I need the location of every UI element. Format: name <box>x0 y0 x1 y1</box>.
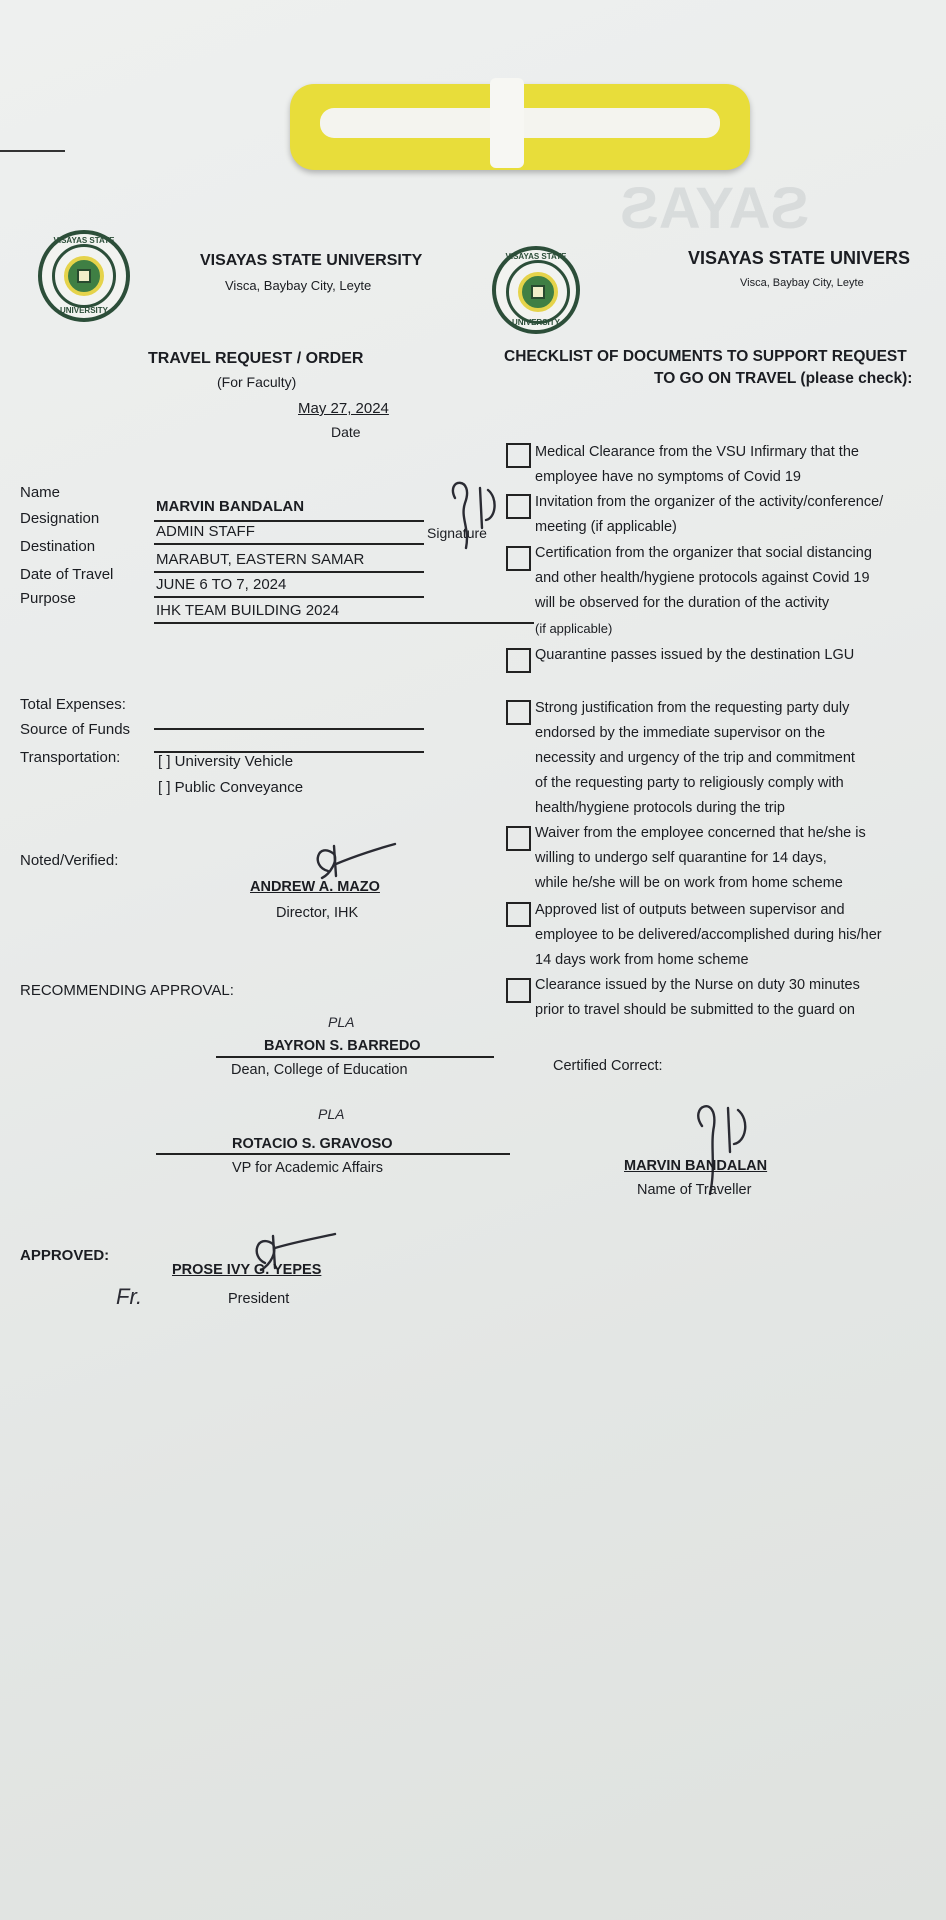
transport-university-vehicle[interactable]: [ ] University Vehicle <box>158 753 294 770</box>
checkbox-certification[interactable] <box>506 546 531 571</box>
date-of-travel-label: Date of Travel <box>20 566 114 583</box>
approved-label: APPROVED: <box>20 1247 110 1264</box>
checklist-line: Certification from the organizer that social distancing <box>535 545 872 561</box>
checkbox-quarantine-passes[interactable] <box>506 648 531 673</box>
designation-underline <box>154 543 424 545</box>
director-name: ANDREW A. MAZO <box>250 879 380 895</box>
vp-title: VP for Academic Affairs <box>232 1160 383 1176</box>
checklist-line: Invitation from the organizer of the activity/conference/ <box>535 494 884 510</box>
checklist-line: Strong justification from the requesting party duly <box>535 700 850 716</box>
recommending-approval-label: RECOMMENDING APPROVAL: <box>20 982 234 999</box>
name-value: MARVIN BANDALAN <box>156 498 305 515</box>
traveler-certified-signature <box>684 1086 754 1196</box>
dean-name: BAYRON S. BARREDO <box>264 1038 421 1054</box>
seal-top-text: VISAYAS STATE <box>505 252 567 261</box>
checklist-line: prior to travel should be submitted to the guard on <box>535 1002 855 1018</box>
bleed-through-text: SAYAS <box>620 176 810 241</box>
traveler-name: MARVIN BANDALAN <box>624 1158 768 1174</box>
purpose-label: Purpose <box>20 590 76 607</box>
transport-public-conveyance[interactable]: [ ] Public Conveyance <box>158 779 304 796</box>
checklist-line: (if applicable) <box>535 621 613 636</box>
name-label: Name <box>20 484 61 501</box>
source-of-funds-label: Source of Funds <box>20 721 131 738</box>
checklist-title-line-1: CHECKLIST OF DOCUMENTS TO SUPPORT REQUEST <box>504 348 907 365</box>
certified-correct-label: Certified Correct: <box>553 1058 663 1074</box>
checklist-line: health/hygiene protocols during the trip <box>535 800 785 816</box>
checklist-line: employee have no symptoms of Covid 19 <box>535 469 801 485</box>
transportation-label: Transportation: <box>20 749 121 766</box>
checklist-line: and other health/hygiene protocols against Covid 19 <box>535 570 870 586</box>
checklist-line: endorsed by the immediate supervisor on the <box>535 725 826 741</box>
checkbox-approved-outputs[interactable] <box>506 902 531 927</box>
traveler-label: Name of Traveller <box>637 1182 752 1198</box>
vp-name: ROTACIO S. GRAVOSO <box>232 1136 393 1152</box>
checklist-line: while he/she will be on work from home scheme <box>535 875 843 891</box>
signature-label: Signature <box>427 525 487 541</box>
seal-bottom-text: UNIVERSITY <box>59 306 108 315</box>
checkbox-invitation[interactable] <box>506 494 531 519</box>
vp-underline <box>156 1153 510 1155</box>
checklist-line: Waiver from the employee concerned that he/she is <box>535 825 866 841</box>
form-date-value: May 27, 2024 <box>298 400 389 417</box>
university-address-left: Visca, Baybay City, Leyte <box>225 278 372 293</box>
president-name: PROSE IVY G. YEPES <box>172 1262 322 1278</box>
form-subtitle: (For Faculty) <box>217 374 297 390</box>
destination-label: Destination <box>20 538 96 555</box>
seal-emblem-icon <box>64 256 104 296</box>
dean-underline <box>216 1056 494 1058</box>
designation-value: ADMIN STAFF <box>156 523 255 540</box>
president-title: President <box>228 1291 290 1307</box>
checklist-line: Approved list of outputs between supervisor and <box>535 902 845 918</box>
checklist-line: employee to be delivered/accomplished during his/her <box>535 927 882 943</box>
form-title: TRAVEL REQUEST / ORDER <box>148 350 364 367</box>
total-expenses-underline <box>154 728 424 730</box>
checklist-line: meeting (if applicable) <box>535 519 677 535</box>
dean-title: Dean, College of Education <box>231 1062 408 1078</box>
seal-top-text: VISAYAS STATE <box>53 236 115 245</box>
total-expenses-label: Total Expenses: <box>20 696 126 713</box>
purpose-value: IHK TEAM BUILDING 2024 <box>156 602 340 619</box>
checklist-line: willing to undergo self quarantine for 14 days, <box>535 850 827 866</box>
university-name-right: VISAYAS STATE UNIVERS <box>688 248 911 268</box>
checklist-line: Medical Clearance from the VSU Infirmary that the <box>535 444 859 460</box>
checklist-line: necessity and urgency of the trip and commitment <box>535 750 855 766</box>
form-date-label: Date <box>331 424 361 440</box>
seal-emblem-icon <box>518 272 558 312</box>
university-seal-right <box>492 246 580 334</box>
checklist-line: Quarantine passes issued by the destination LGU <box>535 647 855 663</box>
university-name-left: VISAYAS STATE UNIVERSITY <box>200 252 423 269</box>
checkbox-medical-clearance[interactable] <box>506 443 531 468</box>
approved-note: Fr. <box>116 1284 143 1309</box>
seal-bottom-text: UNIVERSITY <box>511 318 560 327</box>
vp-initial: PLA <box>318 1106 345 1122</box>
checkbox-waiver[interactable] <box>506 826 531 851</box>
director-title: Director, IHK <box>276 905 359 921</box>
checkbox-nurse-clearance[interactable] <box>506 978 531 1003</box>
noted-verified-label: Noted/Verified: <box>20 852 119 869</box>
university-seal-left <box>38 230 130 322</box>
edge-line <box>0 150 65 152</box>
designation-label: Designation <box>20 510 100 527</box>
dean-initial: PLA <box>328 1014 355 1030</box>
checklist-line: of the requesting party to religiously comply with <box>535 775 844 791</box>
checklist-title-line-2: TO GO ON TRAVEL (please check): <box>654 370 913 387</box>
binder-clip-band <box>490 78 524 168</box>
director-signature <box>300 826 400 886</box>
checkbox-strong-justification[interactable] <box>506 700 531 725</box>
name-underline <box>154 520 424 522</box>
date-of-travel-value: JUNE 6 TO 7, 2024 <box>156 576 287 593</box>
checklist-line: 14 days work from home scheme <box>535 952 749 968</box>
university-address-right: Visca, Baybay City, Leyte <box>740 277 864 289</box>
destination-underline <box>154 571 424 573</box>
checklist-line: Clearance issued by the Nurse on duty 30 minutes <box>535 977 860 993</box>
destination-value: MARABUT, EASTERN SAMAR <box>156 551 365 568</box>
traveler-signature <box>440 468 500 558</box>
purpose-underline <box>154 622 534 624</box>
checklist-line: will be observed for the duration of the activity <box>535 595 830 611</box>
date-of-travel-underline <box>154 596 424 598</box>
binder-clip <box>290 84 750 170</box>
